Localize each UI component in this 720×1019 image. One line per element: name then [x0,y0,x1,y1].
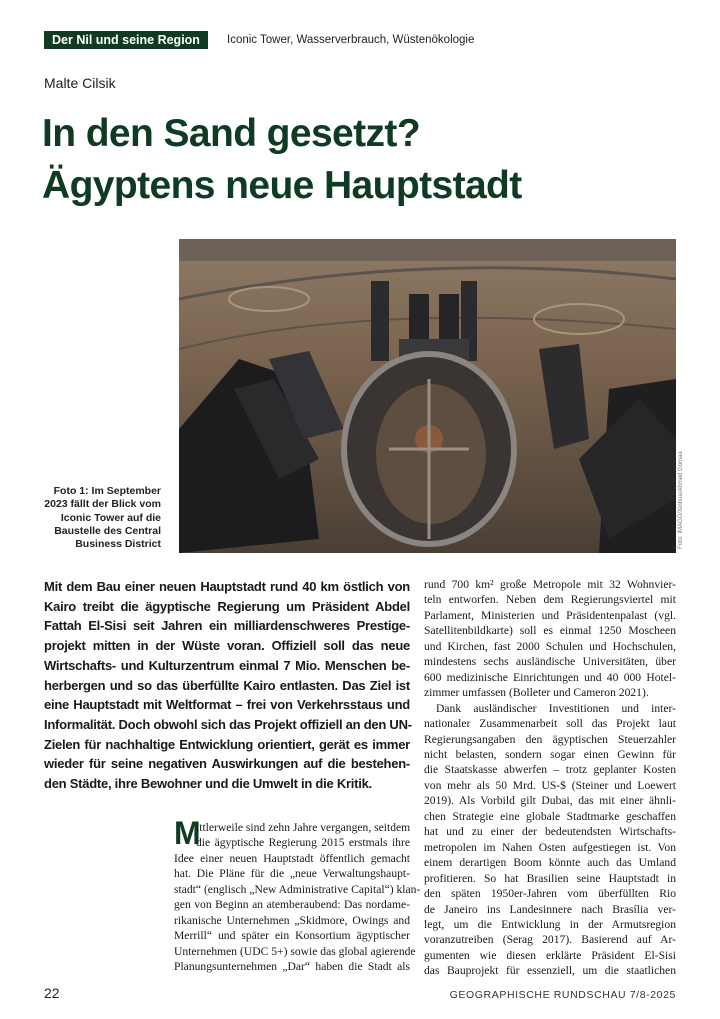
section-rubric: Der Nil und seine Region [44,31,208,49]
text-line: nationaler Zusammenarbeit soll das Projekt laut [424,717,676,731]
keywords: Iconic Tower, Wasserverbrauch, Wüstenökologie [227,34,475,46]
text-line: den Städte, ihre Bewohner und die Umwelt in die Kritik. [44,776,372,792]
text-line: profitieren. So hat Brasilien seine Hauptstadt in [424,871,676,885]
text-line: die ägyptische Regierung 2015 erstmals ihre [196,836,410,850]
lead-paragraph [44,577,410,794]
text-line: Dank ausländischer Investitionen und inter- [436,701,676,715]
text-line: stadt“ (englisch „New Administrative Capital“) klan- [174,882,421,896]
text-line: chen Strategie eine globale Stadtmarke geschaffen [424,809,676,823]
text-line: hat. Die Pläne für die „neue Verwaltungshaupt- [174,867,410,881]
text-line: gen von Beginn an atemberaubend: Das nordame- [174,898,410,912]
page-number: 22 [44,985,60,1001]
text-line: herbergen und so das überfüllte Kairo entlasten. Das Ziel ist [44,677,410,693]
text-line: Kairo treibt die ägyptische Regierung um Präsident Abdel [44,598,410,614]
article-title [42,108,522,212]
text-line: nicht belasten, sondern sogar einen Gewinn für [424,747,676,761]
photo-credit: Foto: IMAGO/Xinhua/Ahmed Gomaa [678,451,684,549]
text-line: zimmer umfassen (Bolleter und Cameron 2021). [424,686,649,700]
text-line: Informalität. Doch obwohl sich das Projekt offiziell an den UN- [44,716,412,732]
text-line: das Bauprojekt für essenziell, um die staatlichen [424,964,676,978]
text-line: Fattah El-Sisi seit Jahren ein milliardenschweres Prestige- [44,618,410,634]
article-photo [179,239,676,553]
body-column-1 [174,815,421,975]
text-line: Regierungsangaben den ägyptischen Steuerzahler [424,732,676,746]
text-line: teln entworfen. Neben dem Regierungsviertel mit [424,593,676,607]
caption-line: Business District [75,538,161,551]
text-line: voranzutreiben (Serag 2017). Basierend auf Ar- [424,933,676,947]
text-line: projekt mitten in der Wüste voran. Offiziell soll das neue [44,638,410,654]
text-line: hat und zu einer der bedeutendsten Wirtschafts- [424,825,676,839]
drop-cap: M [174,815,201,851]
caption-line: Foto 1: Im September [53,485,161,497]
title-line: Ägyptens neue Hauptstadt [42,164,522,207]
text-line: rikanische Unternehmen „Skidmore, Owings and [174,913,410,927]
text-line: gumenten wie diesen erklärte Präsident El-Sisi [424,948,676,962]
text-line: Parlament, Ministerien und Präsidentenpalast (vgl. [424,608,676,622]
text-line: ittlerweile sind zehn Jahre vergangen, seitdem [196,821,411,834]
journal-name: GEOGRAPHISCHE RUNDSCHAU 7/8-2025 [449,989,676,1001]
caption-line: Iconic Tower auf die [60,511,161,524]
text-line: legt, um die Entwicklung in der Armutsregion [424,917,676,931]
text-line: eine Hauptstadt mit Weltformat – frei von Verkehrsstaus und [44,697,410,713]
text-line: Satellitenbildkarte) soll es einmal 1250 Moscheen [424,624,676,638]
text-line: Mit dem Bau einer neuen Hauptstadt rund 40 km östlich von [44,579,410,594]
text-line: von mehr als 50 Mrd. US-$ (Steiner und Loewert [424,778,676,792]
text-line: rund 700 km² große Metropole mit 32 Wohnvier- [424,578,676,591]
author: Malte Cilsik [44,75,116,91]
title-line: In den Sand gesetzt? [42,112,421,155]
text-line: Merrill“ und später ein Konsortium ägyptischer [174,929,410,943]
caption-line: Baustelle des Central [54,524,161,537]
text-line: einem derartigen Boom könnte auch das Umland [424,856,676,870]
text-line: wieder für seine negativen Auswirkungen auf die bestehen- [44,756,410,772]
construction-site-aerial-image [179,239,676,553]
text-line: 600 medizinische Einrichtungen und 40 000 Hotel- [424,670,676,684]
photo-caption [31,485,161,551]
text-line: Wirtschafts- und Kulturzentrum einmal 7 Mio. Menschen be- [44,657,410,673]
text-line: die Staatskasse abwerfen – trotz geplanter Kosten [424,763,676,777]
text-line: Idee einer neuen Hauptstadt öffentlich gemacht [174,851,410,865]
text-line: Zielen für nachhaltige Entwicklung orientiert, gerät es immer [44,736,410,752]
text-line: mindestens sechs ausländische Universitäten, über [424,655,676,669]
text-line: und Kirchen, fast 2000 Schulen und Hochschulen, [424,639,676,653]
text-line: 2019). Als Vorbild gilt Dubai, das mit einer ähnli- [424,794,676,808]
text-line: de Janeiro ins Landesinnere nach Brasília ver- [424,902,676,916]
text-line: den späten 1950er-Jahren vom überfüllten Rio [424,887,676,901]
text-line: metropolen im Nahen Osten aufgestiegen ist. Von [424,840,676,854]
body-column-2 [424,577,676,979]
text-line: Unternehmen (UDC 5+) sowie das global agierende [174,944,416,958]
text-line: Planungsunternehmen „Dar“ haben die Stadt als [174,960,410,974]
caption-line: 2023 fällt der Blick vom [44,498,161,511]
